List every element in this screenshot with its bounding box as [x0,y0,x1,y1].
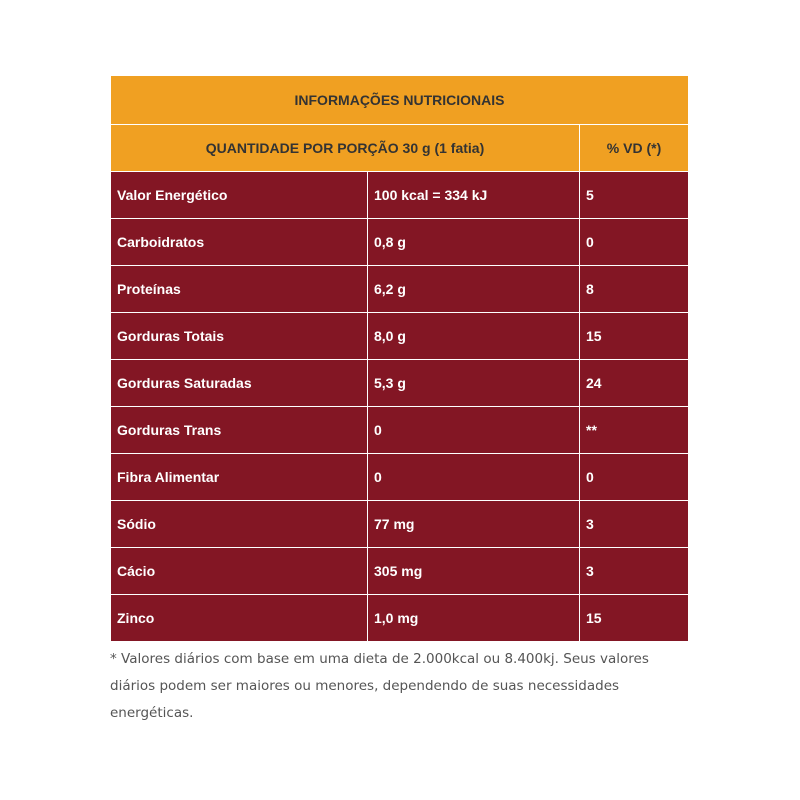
table-row [111,548,689,595]
table-row [111,266,689,313]
nutrition-table [110,75,689,642]
nutrient-name: Zinco [111,595,368,642]
nutrient-amount: 100 kcal = 334 kJ [368,172,580,219]
table-row [111,360,689,407]
nutrient-amount: 8,0 g [368,313,580,360]
nutrient-amount: 1,0 mg [368,595,580,642]
nutrient-amount: 305 mg [368,548,580,595]
nutrient-daily-value: 5 [580,172,689,219]
table-title: INFORMAÇÕES NUTRICIONAIS [111,76,689,125]
daily-value-footnote: * Valores diários com base em uma dieta de 2.000kcal ou 8.400kj. Seus valores diários podem ser maiores ou menores, dependendo de suas necessidades energéticas. [110,651,649,721]
daily-value-header: % VD (*) [580,125,689,172]
nutrient-daily-value: 24 [580,360,689,407]
nutrient-amount: 5,3 g [368,360,580,407]
table-row [111,219,689,266]
nutrient-amount: 0 [368,407,580,454]
nutrient-daily-value: 15 [580,595,689,642]
nutrition-facts [110,75,688,741]
table-row [111,454,689,501]
nutrient-daily-value: 15 [580,313,689,360]
nutrient-daily-value: 3 [580,501,689,548]
nutrient-daily-value: 3 [580,548,689,595]
nutrient-name: Sódio [111,501,368,548]
nutrient-daily-value: 0 [580,454,689,501]
nutrient-name: Fibra Alimentar [111,454,368,501]
nutrient-daily-value: 8 [580,266,689,313]
nutrient-name: Cácio [111,548,368,595]
nutrient-name: Gorduras Trans [111,407,368,454]
nutrient-amount: 77 mg [368,501,580,548]
nutrient-amount: 6,2 g [368,266,580,313]
table-row [111,407,689,454]
nutrient-daily-value: ** [580,407,689,454]
nutrient-name: Proteínas [111,266,368,313]
serving-size-header: QUANTIDADE POR PORÇÃO 30 g (1 fatia) [111,125,580,172]
table-row [111,595,689,642]
nutrient-amount: 0 [368,454,580,501]
nutrient-daily-value: 0 [580,219,689,266]
table-row [111,172,689,219]
table-row [111,313,689,360]
table-row [111,501,689,548]
nutrient-amount: 0,8 g [368,219,580,266]
nutrient-name: Valor Energético [111,172,368,219]
nutrient-name: Carboidratos [111,219,368,266]
nutrient-name: Gorduras Saturadas [111,360,368,407]
nutrient-name: Gorduras Totais [111,313,368,360]
